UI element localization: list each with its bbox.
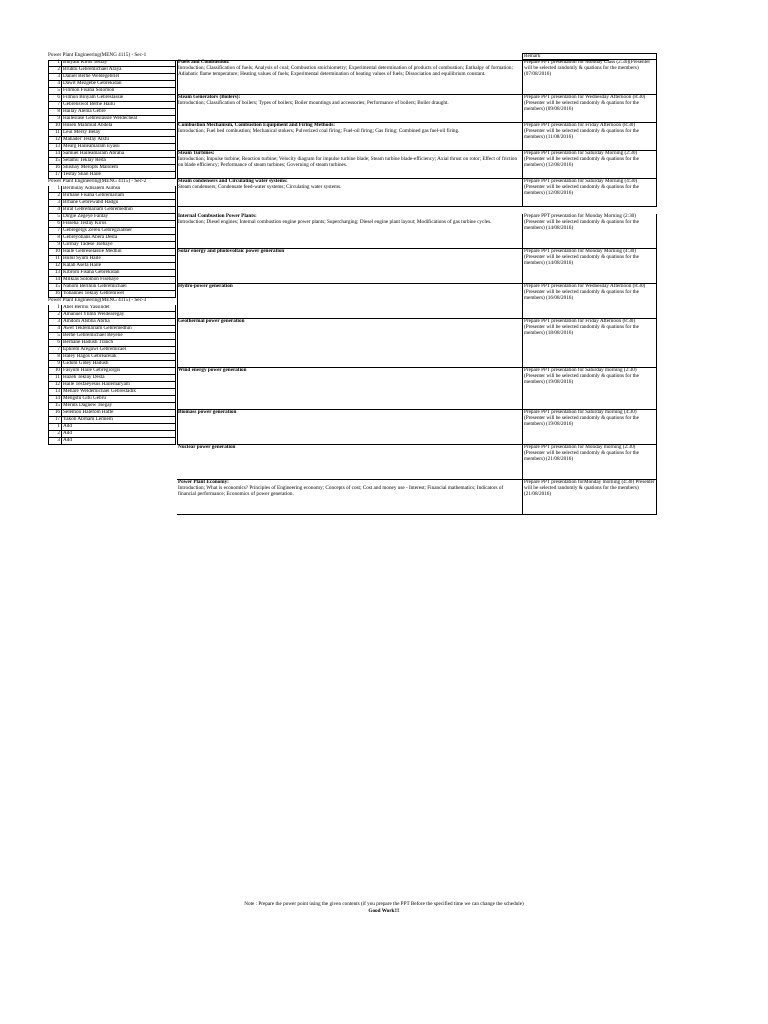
topic-title: Fuels and Combustion: [178, 59, 230, 65]
student-row [48, 116, 176, 123]
remark-cell: Prepare PPT presentation for Wednesday Afternoon (8:30) (Presenter will be selected randomly & quations for the members) (09/08/2016) [522, 95, 657, 123]
student-number: 3 [48, 74, 61, 81]
topic-title: Power Plant Economy: [178, 479, 229, 485]
student-number: 8 [48, 109, 61, 116]
student-name: Dirgie Zegeye Fantay [61, 214, 176, 221]
student-number: 9 [48, 242, 61, 249]
student-row [48, 256, 176, 263]
student-name: Haley Hagos Gebrearelak [61, 354, 176, 361]
student-name: Kalab Asefa Haile [61, 263, 176, 270]
student-name: Haile Tesfaeyesus Hailemaryam [61, 382, 176, 389]
topic-body: Introduction; Classification of fuels; Analysis of coal; Combustion stoichiometry; Experimental determination of products of combustion; Enthalpy of formation; Adiabatic flame temperature; Heating values of fuels; Experimental determination of heating values of fuels; Dissociation and equilibrium constant. [178, 64, 513, 77]
student-row [48, 88, 176, 95]
student-name: Meruts Dagnew Tsegay [61, 403, 176, 410]
student-row [48, 200, 176, 207]
student-row [48, 158, 176, 165]
student-name: Add [61, 424, 176, 431]
student-row [48, 361, 176, 368]
student-number: 11 [48, 375, 61, 382]
student-number: 4 [48, 207, 61, 214]
student-number: 7 [48, 102, 61, 109]
remark-cell: Prepare PPT presentation for Saturday morning (4:30) (Presenter will be selected randomly & quations for the members) (19/08/2016) [522, 410, 657, 445]
student-name: Gebregergs Zereu Gebregziabher [61, 228, 176, 235]
student-row [48, 403, 176, 410]
remark-cell: Prepare PPT presentation for Wednesday Afternoon (8:30) (Presenter will be selected randomly & quations for the members) (16/08/2016) [522, 284, 657, 319]
student-name: Birat Gebremariam Gebremedhin [61, 207, 176, 214]
student-row [48, 109, 176, 116]
topic-title: Solar energy and photovoltaic power generation [178, 248, 285, 254]
topic-title: Geothermal power generation [178, 318, 245, 324]
student-name: Selemon Halefom Hafte [61, 410, 176, 417]
student-row [48, 67, 176, 74]
student-number: 13 [48, 389, 61, 396]
student-name: Haileslase Gebreslassie Weldecheal [61, 116, 176, 123]
student-number: 1 [48, 424, 61, 431]
student-name: Berihulay Adisalem Aumsu [61, 186, 176, 193]
student-name: Samuel Haileamaram Abraha [61, 151, 176, 158]
student-row [48, 326, 176, 333]
student-row [48, 249, 176, 256]
student-name: Selamu Teklay Reda [61, 158, 176, 165]
student-number: 17 [48, 172, 61, 179]
student-row [48, 242, 176, 249]
student-number: 16 [48, 165, 61, 172]
student-number: 1 [48, 186, 61, 193]
student-row [48, 431, 176, 438]
topic-title: Wind energy power generation [178, 367, 247, 373]
student-name: Daniel Berhe Weldegebriel [61, 74, 176, 81]
student-number: 12 [48, 382, 61, 389]
student-row [48, 417, 176, 424]
student-name: Dawit Mezgebe Gebrekidan [61, 81, 176, 88]
remark-cell: Prepare PPT presentation for Monday Morning (2:30) (Presenter will be selected randomly & quations for the members) (14/08/2016) [522, 214, 657, 249]
student-row [48, 221, 176, 228]
student-row [48, 333, 176, 340]
remark-header: Remark [522, 53, 657, 60]
student-row [48, 228, 176, 235]
student-number: 2 [48, 193, 61, 200]
student-row [48, 235, 176, 242]
remark-cell: Prepare PPT presentation for Friday Afternoon (8:30) (Presenter will be selected randomly & quations for the members) (11/08/2016) [522, 123, 657, 151]
student-row [48, 270, 176, 277]
student-name: Shishay Meropts Malolem [61, 165, 176, 172]
student-name: Birhane Fisaha Gebremariam [61, 193, 176, 200]
student-name: Husen Mahmud Abdela [61, 123, 176, 130]
student-name: Filmon Binyam Gebreslassie [61, 95, 176, 102]
student-number: 14 [48, 277, 61, 284]
topic-cell [177, 368, 522, 410]
section-header: Power Plant Engineering(MENG 4115) - Sec-2 [48, 178, 147, 184]
student-row [48, 396, 176, 403]
student-name: Mengstu Gitu Gebru [61, 396, 176, 403]
student-number: 13 [48, 270, 61, 277]
student-row [48, 340, 176, 347]
student-number: 14 [48, 151, 61, 158]
student-row [48, 214, 176, 221]
student-row [48, 277, 176, 284]
student-row [48, 144, 176, 151]
good-work-text: Good Work!!! [368, 907, 400, 914]
student-number: 5 [48, 214, 61, 221]
student-number: 7 [48, 347, 61, 354]
student-name: Hazeh Teklay Desta [61, 375, 176, 382]
topic-cell [177, 179, 522, 207]
student-row [48, 137, 176, 144]
student-number: 8 [48, 235, 61, 242]
topic-body: Steam condensers; Condensate feed-water systems; Circulating water systems. [178, 183, 342, 190]
footer-note [158, 901, 610, 914]
student-number: 11 [48, 256, 61, 263]
student-number: 14 [48, 396, 61, 403]
remark-cell: Prepare PPT presentation for Monday Class (2:30)(Presenter will be selected randomly & quations for the members) (07/08/2016) [522, 60, 657, 95]
student-row [48, 60, 176, 67]
student-number: 7 [48, 228, 61, 235]
student-name: Add [61, 431, 176, 438]
student-name: Yakob Abrham Lemlem [61, 417, 176, 424]
student-row [48, 81, 176, 88]
remark-cell: Prepare PPT presentation for Saturday Morning (2:30) (Presenter will be selected randomly & quations for the members) (12/08/2016) [522, 151, 657, 179]
student-row [48, 305, 176, 312]
student-row [48, 165, 176, 172]
student-name: Brhane Gebrewahd Hadgu [61, 200, 176, 207]
student-number: 2 [48, 431, 61, 438]
student-number: 15 [48, 403, 61, 410]
student-number: 13 [48, 144, 61, 151]
student-number: 6 [48, 340, 61, 347]
student-name: Berhe Gebremichael Beyene [61, 333, 176, 340]
topic-title: Hydro-power generation [178, 283, 233, 289]
student-row [48, 130, 176, 137]
student-row [48, 151, 176, 158]
student-name: Mehare Weldemichael Gebrestadik [61, 389, 176, 396]
student-row [48, 263, 176, 270]
student-row [48, 319, 176, 326]
student-row [48, 389, 176, 396]
student-number: 5 [48, 333, 61, 340]
section-header: Power Plant Engineering(MENG 4115) - Sec-1 [48, 52, 147, 58]
student-number: 3 [48, 319, 61, 326]
student-name: Gebreliswot Berhe Hailu [61, 102, 176, 109]
student-number: 4 [48, 81, 61, 88]
student-row [48, 424, 176, 431]
student-number: 4 [48, 326, 61, 333]
student-name: Gidom Gidey Hadush [61, 361, 176, 368]
student-row [48, 193, 176, 200]
student-name: Girmay Tadese Tsehaye [61, 242, 176, 249]
topic-cell [177, 95, 522, 123]
student-name: Amdom Atsbha Abrha [61, 319, 176, 326]
student-number: 15 [48, 158, 61, 165]
topic-title: Internal Combustion Power Plants: [178, 213, 257, 219]
student-number: 9 [48, 361, 61, 368]
student-number: 11 [48, 130, 61, 137]
student-name: Haile Gebreselassie Medhin [61, 249, 176, 256]
remark-cell: Prepare PPT presentation for Monday morning (2:30) (Presenter will be selected randomly & quations for the members) (21/08/2016) [522, 445, 657, 480]
topic-title: Biomass power generation [178, 409, 237, 415]
student-name: Amanuel Yhmh Weldearegay [61, 312, 176, 319]
student-row [48, 207, 176, 214]
student-name: Abel Berihu Yassindet [61, 305, 176, 312]
topic-cell [177, 123, 522, 151]
student-name: Binyam Kiros Tesfay [61, 60, 176, 67]
topic-cell [177, 410, 522, 445]
note-text: Note : Prepare the power point using the given contents (if you prepare the PPT Before the specified time we can change the schedule) [244, 901, 524, 907]
student-number: 12 [48, 263, 61, 270]
remark-cell: Prepare PPT presentation for Friday Afternoon (8:30) (Presenter will be selected randomly & quations for the members) (18/08/2016) [522, 319, 657, 368]
remark-cell: Prepare PPT presentation forMonday morning (4:30) Presenter will be selected randomly & quations for the members) (21/08/2016) [522, 480, 657, 515]
student-number: 10 [48, 368, 61, 375]
topic-body: Introduction; Fuel bed combustion; Mechanical stokers; Pulverized coal firing; Fuel-oil firing; Gas firing; Combined gas fuel-oil firing. [178, 127, 460, 134]
remark-cell: Prepare PPT presentation for Saturday Morning (4:30) (Presenter will be selected randomly & quations for the members) (12/08/2016) [522, 179, 657, 207]
student-number: 16 [48, 410, 61, 417]
student-number: 5 [48, 88, 61, 95]
student-number: 1 [48, 305, 61, 312]
topic-title: Steam condensers and Circulating water systems: [178, 178, 288, 184]
topic-title: Steam Generators (Boilers): [178, 94, 241, 100]
student-row [48, 312, 176, 319]
topic-title: Combustion Mechanism, Combustion Equipment and Firing Methods: [178, 122, 335, 128]
student-row [48, 102, 176, 109]
student-number: 17 [48, 417, 61, 424]
student-name: Bruhtu Gebremichael Araya [61, 67, 176, 74]
student-number: 3 [48, 438, 61, 445]
student-name: Berhane Hadush Tranch [61, 340, 176, 347]
student-row [48, 438, 176, 445]
student-row [48, 382, 176, 389]
student-name: Add [61, 438, 176, 445]
topic-body: Introduction; Impulse turbine; Reaction turbine; Velocity diagram for impulse turbine blade; Steam turbine blade-efficiency; Axial thrust on rotor; Effect of friction on blade efficiency; Performance of steam turbines; Governing of steam turbines. [178, 155, 518, 168]
topic-body: Introduction; What is economics? Principles of Engineering economy; Concepts of cost; Cost and money use - Interest; Financial mathematics; Indicators of financial performance; Economics of power generation. [178, 484, 504, 497]
student-row [48, 368, 176, 375]
student-name: Mahader Tesfay Atsfu [61, 137, 176, 144]
student-name: Mearg Haileamaram Eyasu [61, 144, 176, 151]
topic-cell [177, 151, 522, 179]
student-number: 9 [48, 116, 61, 123]
student-number: 1 [48, 60, 61, 67]
student-row [48, 123, 176, 130]
student-row [48, 354, 176, 361]
student-number: 6 [48, 95, 61, 102]
student-number: 8 [48, 354, 61, 361]
student-number: 6 [48, 221, 61, 228]
student-name: Milkias Solomon Fisehaye [61, 277, 176, 284]
student-name: Hulul Syum Haile [61, 256, 176, 263]
student-name: Nahom Berihun Gebremichael [61, 284, 176, 291]
topic-cell [177, 284, 522, 319]
student-row [48, 284, 176, 291]
remark-cell: Prepare PPT presentation for Saturday morning (2:30) (Presenter will be selected randomly & quations for the members) (19/08/2016) [522, 368, 657, 410]
student-row [48, 375, 176, 382]
section-header: Power Plant Engineering(MENG 4115) - Sec-3 [48, 297, 147, 303]
topic-title: Steam Turbines: [178, 150, 215, 156]
student-name: Fisseha Tesfay Kiros [61, 221, 176, 228]
topic-cell [177, 249, 522, 284]
student-number: 10 [48, 123, 61, 130]
student-name: Gebreyohans Abera Desta [61, 235, 176, 242]
student-name: Hailay Alema Gebre [61, 109, 176, 116]
student-name: Tesfay Shan Haile [61, 172, 176, 179]
topic-body: Introduction; Classification of boilers; Types of boilers; Boiler mountings and accessories; Performance of boilers; Boiler draught. [178, 99, 449, 106]
student-row [48, 95, 176, 102]
student-number: 3 [48, 200, 61, 207]
topic-cell [177, 480, 522, 515]
student-row [48, 410, 176, 417]
topic-title: Nuclear power generation [178, 444, 236, 450]
student-name: Leul Mersy Belay [61, 130, 176, 137]
topic-cell [177, 60, 522, 95]
student-number: 15 [48, 284, 61, 291]
student-row [48, 186, 176, 193]
topic-body: Introduction; Diesel engines; Internal combustion engine power plants; Supercharging; Diesel engine plant layout; Modifications of gas turbine cycles. [178, 218, 492, 225]
student-name: Ephrem Aregawi Gebremicael [61, 347, 176, 354]
student-row [48, 347, 176, 354]
student-number: 12 [48, 137, 61, 144]
student-name: Awet Teklemariam Gebremedhin [61, 326, 176, 333]
topic-cell [177, 319, 522, 368]
remark-cell: Prepare PPT presentation for Monday Morning (4:30) (Presenter will be selected randomly & quations for the members) (14/08/2016) [522, 249, 657, 284]
student-number: 16 [48, 291, 61, 298]
topic-cell [177, 445, 522, 480]
student-name: Fasyum Haile Gebregiorgis [61, 368, 176, 375]
student-name: Filimon Fisaha Solomon [61, 88, 176, 95]
student-name: Yohannes Teklay Gebrehiwet [61, 291, 176, 298]
student-name: Kibrom Fisaha Gebrekidan [61, 270, 176, 277]
student-number: 2 [48, 312, 61, 319]
student-number: 2 [48, 67, 61, 74]
student-row [48, 74, 176, 81]
topic-cell [177, 214, 522, 249]
student-number: 10 [48, 249, 61, 256]
